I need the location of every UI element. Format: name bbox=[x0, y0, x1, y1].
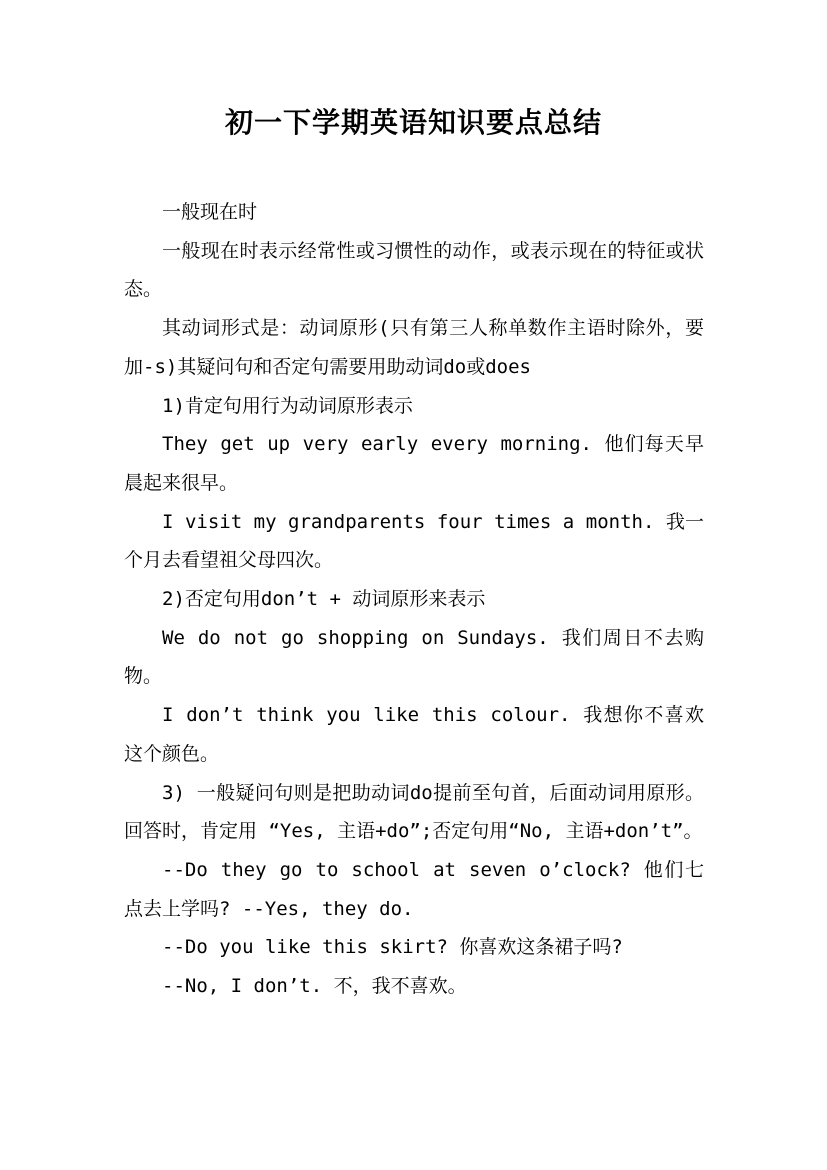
paragraph-example: We do not go shopping on Sundays. 我们周日不去购物。 bbox=[124, 626, 704, 688]
paragraph-example: They get up very early every morning. 他们每天早晨起来很早。 bbox=[124, 433, 704, 494]
paragraph-negative-rule: 2)否定句用don’t + 动词原形来表示 bbox=[162, 588, 486, 611]
paragraph-example: --Do they go to school at seven o’clock? 他们七点去上学吗? --Yes, they do. bbox=[124, 858, 704, 920]
document-title: 初一下学期英语知识要点总结 bbox=[224, 106, 602, 139]
paragraph-example: --Do you like this skirt? 你喜欢这条裙子吗? bbox=[162, 936, 623, 959]
paragraph-example: I don’t think you like this colour. 我想你不喜欢这个颜色。 bbox=[124, 704, 704, 765]
document-body bbox=[124, 193, 704, 1006]
paragraph-affirmative-rule: 1)肯定句用行为动词原形表示 bbox=[162, 394, 413, 417]
paragraph-example: I visit my grandparents four times a month. 我一个月去看望祖父母四次。 bbox=[124, 510, 704, 572]
paragraph-tense-heading: 一般现在时 bbox=[162, 201, 258, 223]
paragraph-verb-form: 其动词形式是：动词原形(只有第三人称单数作主语时除外，要加-s)其疑问句和否定句需要用助动词do或does bbox=[124, 317, 704, 378]
paragraph-example: --No, I don’t. 不，我不喜欢。 bbox=[162, 975, 467, 998]
paragraph-definition: 一般现在时表示经常性或习惯性的动作，或表示现在的特征或状态。 bbox=[124, 239, 704, 301]
paragraph-question-rule: 3) 一般疑问句则是把助动词do提前至句首，后面动词用原形。回答时，肯定用 “Yes, 主语+do”;否定句用“No, 主语+don’t”。 bbox=[124, 781, 704, 843]
